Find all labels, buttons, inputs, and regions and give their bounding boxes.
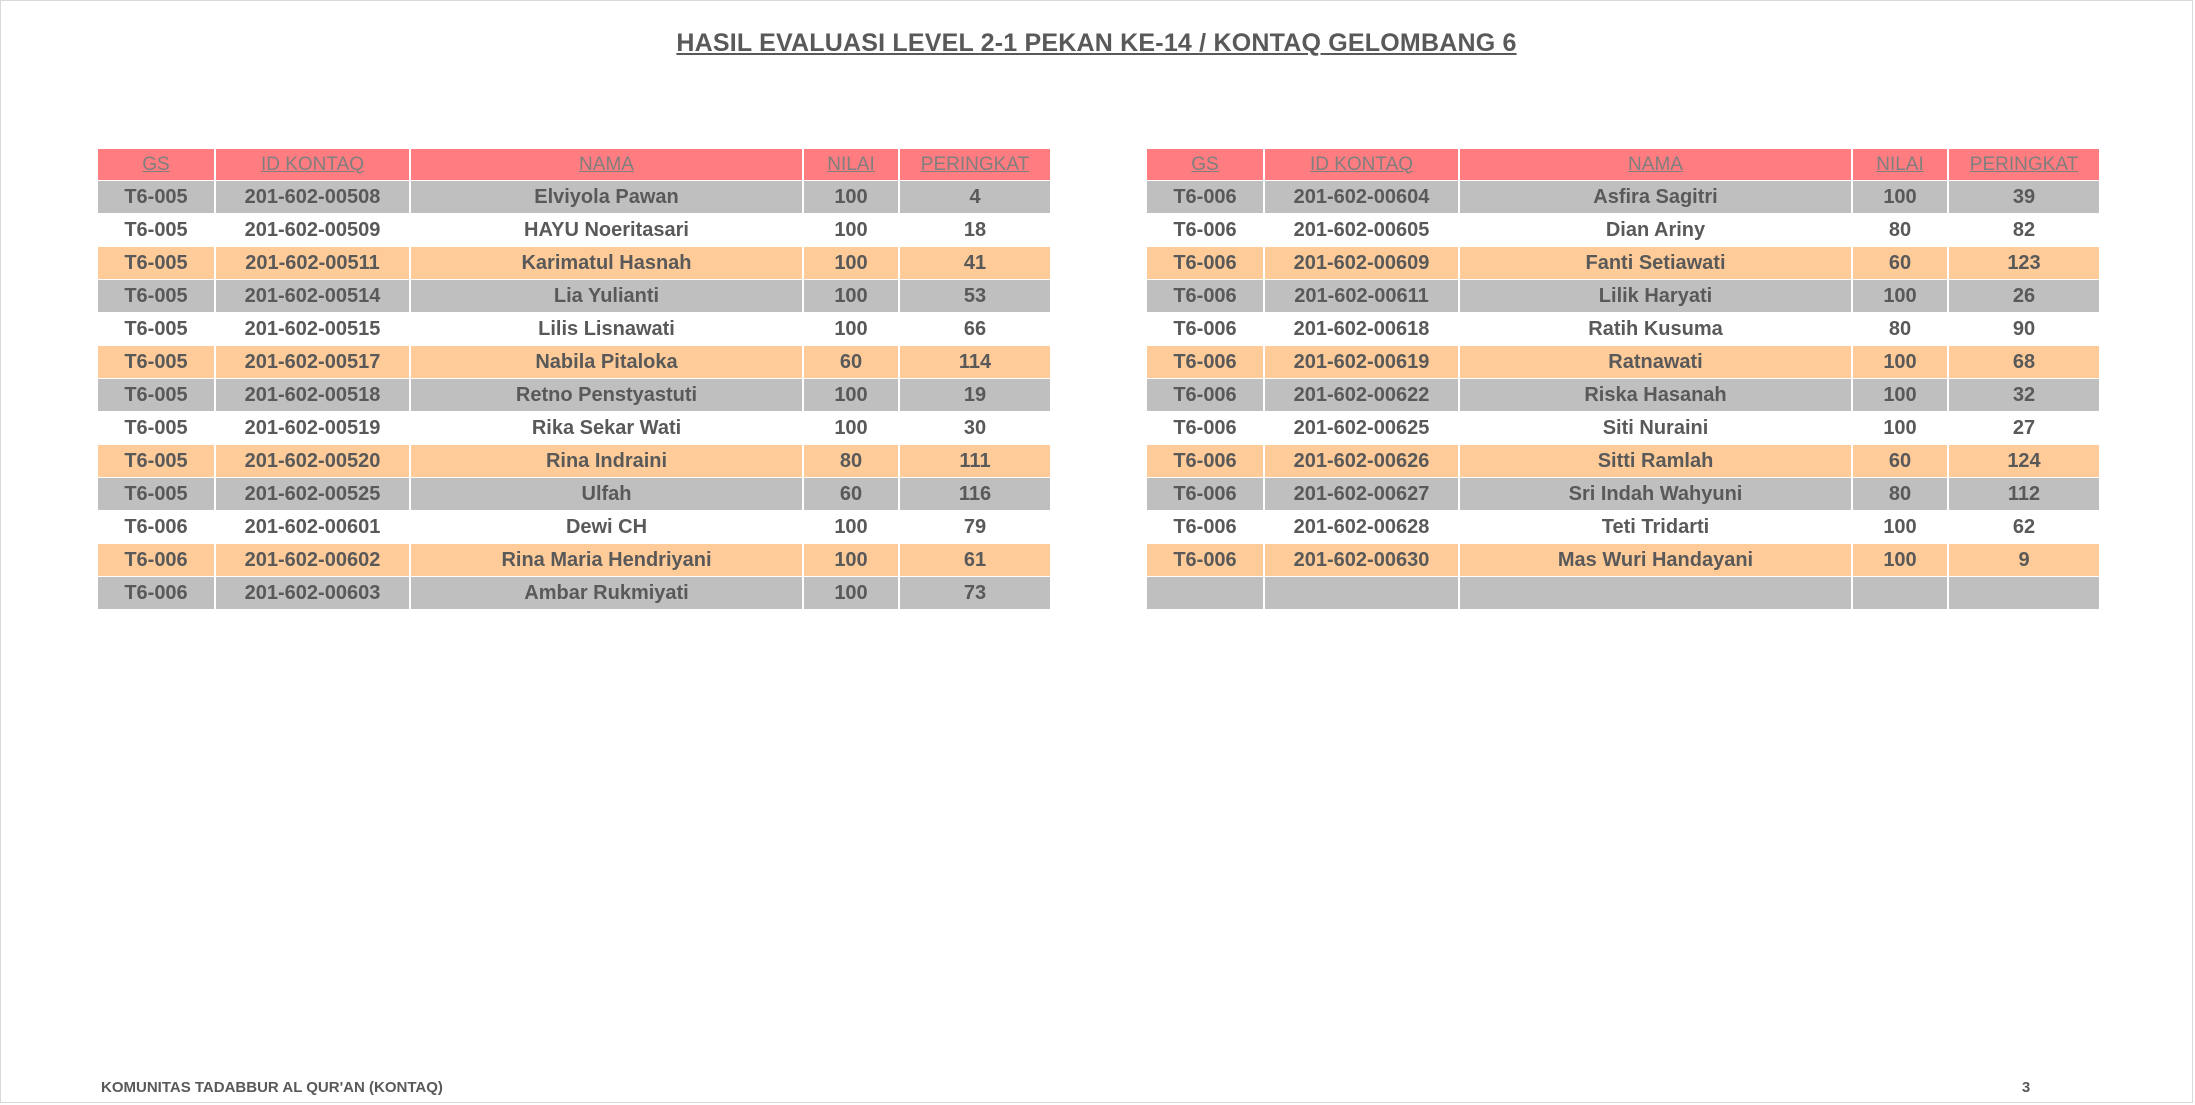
cell-peringkat: 39 xyxy=(1948,181,2099,214)
cell-id-kontaq: 201-602-00618 xyxy=(1264,313,1459,346)
cell-id-kontaq: 201-602-00601 xyxy=(215,511,410,544)
table-row xyxy=(98,247,1050,280)
cell-nama: Rika Sekar Wati xyxy=(410,412,803,445)
column-header-id: ID KONTAQ xyxy=(1264,149,1459,181)
cell-nilai: 60 xyxy=(1852,247,1948,280)
cell-nama: Ratnawati xyxy=(1459,346,1852,379)
cell-peringkat: 9 xyxy=(1948,544,2099,577)
cell-gs: T6-006 xyxy=(1147,379,1264,412)
cell-peringkat: 68 xyxy=(1948,346,2099,379)
column-header-peringkat: PERINGKAT xyxy=(899,149,1050,181)
cell-peringkat: 79 xyxy=(899,511,1050,544)
table-row xyxy=(98,346,1050,379)
cell-id-kontaq: 201-602-00604 xyxy=(1264,181,1459,214)
cell-peringkat: 4 xyxy=(899,181,1050,214)
cell-peringkat: 116 xyxy=(899,478,1050,511)
cell-nama: Mas Wuri Handayani xyxy=(1459,544,1852,577)
cell-gs: T6-006 xyxy=(1147,478,1264,511)
cell-nama xyxy=(1459,577,1852,610)
cell-peringkat: 62 xyxy=(1948,511,2099,544)
cell-nama: Ratih Kusuma xyxy=(1459,313,1852,346)
column-header-nilai: NILAI xyxy=(803,149,899,181)
cell-gs: T6-006 xyxy=(1147,544,1264,577)
cell-gs: T6-005 xyxy=(98,280,215,313)
cell-id-kontaq: 201-602-00520 xyxy=(215,445,410,478)
table-row xyxy=(1147,346,2099,379)
cell-gs: T6-006 xyxy=(1147,313,1264,346)
cell-peringkat: 112 xyxy=(1948,478,2099,511)
cell-id-kontaq: 201-602-00603 xyxy=(215,577,410,610)
table-row xyxy=(98,313,1050,346)
column-header-nama: NAMA xyxy=(410,149,803,181)
cell-nama: Dewi CH xyxy=(410,511,803,544)
cell-nilai: 60 xyxy=(1852,445,1948,478)
cell-nama: Lia Yulianti xyxy=(410,280,803,313)
cell-nilai: 100 xyxy=(1852,181,1948,214)
cell-id-kontaq: 201-602-00525 xyxy=(215,478,410,511)
table-row xyxy=(1147,445,2099,478)
page-title: HASIL EVALUASI LEVEL 2-1 PEKAN KE-14 / KONTAQ GELOMBANG 6 xyxy=(676,29,1517,57)
table-row xyxy=(1147,313,2099,346)
cell-nilai: 100 xyxy=(803,214,899,247)
cell-gs: T6-006 xyxy=(1147,247,1264,280)
cell-gs: T6-006 xyxy=(98,511,215,544)
cell-peringkat: 111 xyxy=(899,445,1050,478)
table-row xyxy=(98,511,1050,544)
table-row xyxy=(1147,379,2099,412)
cell-nilai: 60 xyxy=(803,346,899,379)
cell-id-kontaq: 201-602-00511 xyxy=(215,247,410,280)
cell-peringkat: 26 xyxy=(1948,280,2099,313)
cell-id-kontaq: 201-602-00602 xyxy=(215,544,410,577)
cell-peringkat: 66 xyxy=(899,313,1050,346)
cell-nama: Karimatul Hasnah xyxy=(410,247,803,280)
cell-nama: Lilis Lisnawati xyxy=(410,313,803,346)
cell-nilai: 100 xyxy=(803,511,899,544)
cell-id-kontaq: 201-602-00609 xyxy=(1264,247,1459,280)
cell-nilai: 100 xyxy=(1852,544,1948,577)
cell-nama: Ulfah xyxy=(410,478,803,511)
cell-nama: Lilik Haryati xyxy=(1459,280,1852,313)
table-row xyxy=(98,280,1050,313)
cell-gs: T6-005 xyxy=(98,445,215,478)
cell-peringkat: 82 xyxy=(1948,214,2099,247)
cell-nilai: 100 xyxy=(803,577,899,610)
column-header-peringkat: PERINGKAT xyxy=(1948,149,2099,181)
page-number: 3 xyxy=(2021,1079,2031,1096)
cell-nama: Elviyola Pawan xyxy=(410,181,803,214)
cell-nama: HAYU Noeritasari xyxy=(410,214,803,247)
cell-gs: T6-006 xyxy=(1147,346,1264,379)
cell-nilai: 80 xyxy=(803,445,899,478)
cell-nama: Nabila Pitaloka xyxy=(410,346,803,379)
cell-gs: T6-006 xyxy=(98,544,215,577)
results-table-right xyxy=(1147,149,2099,610)
cell-id-kontaq: 201-602-00628 xyxy=(1264,511,1459,544)
cell-peringkat: 32 xyxy=(1948,379,2099,412)
cell-gs: T6-006 xyxy=(98,577,215,610)
table-row xyxy=(1147,412,2099,445)
table-row xyxy=(1147,511,2099,544)
cell-nama: Siti Nuraini xyxy=(1459,412,1852,445)
cell-gs: T6-005 xyxy=(98,247,215,280)
cell-nilai: 100 xyxy=(803,379,899,412)
table-row xyxy=(98,577,1050,610)
cell-nilai: 100 xyxy=(803,412,899,445)
cell-peringkat: 27 xyxy=(1948,412,2099,445)
cell-id-kontaq: 201-602-00625 xyxy=(1264,412,1459,445)
column-header-nilai: NILAI xyxy=(1852,149,1948,181)
cell-gs: T6-005 xyxy=(98,181,215,214)
table-header-row xyxy=(98,149,1050,181)
table-row xyxy=(1147,280,2099,313)
table-row xyxy=(1147,577,2099,610)
cell-nilai: 100 xyxy=(1852,280,1948,313)
cell-gs: T6-005 xyxy=(98,379,215,412)
cell-peringkat: 18 xyxy=(899,214,1050,247)
cell-gs: T6-006 xyxy=(1147,181,1264,214)
cell-nilai: 80 xyxy=(1852,313,1948,346)
cell-id-kontaq: 201-602-00508 xyxy=(215,181,410,214)
cell-peringkat: 73 xyxy=(899,577,1050,610)
cell-id-kontaq: 201-602-00515 xyxy=(215,313,410,346)
cell-id-kontaq xyxy=(1264,577,1459,610)
cell-id-kontaq: 201-602-00627 xyxy=(1264,478,1459,511)
cell-nama: Rina Indraini xyxy=(410,445,803,478)
cell-nilai: 100 xyxy=(803,544,899,577)
cell-gs: T6-006 xyxy=(1147,445,1264,478)
cell-gs xyxy=(1147,577,1264,610)
cell-gs: T6-005 xyxy=(98,214,215,247)
cell-nilai: 100 xyxy=(803,181,899,214)
table-row xyxy=(1147,181,2099,214)
cell-gs: T6-006 xyxy=(1147,511,1264,544)
table-row xyxy=(1147,478,2099,511)
table-row xyxy=(98,445,1050,478)
cell-peringkat xyxy=(1948,577,2099,610)
table-row xyxy=(98,412,1050,445)
cell-peringkat: 123 xyxy=(1948,247,2099,280)
table-row xyxy=(98,478,1050,511)
cell-gs: T6-005 xyxy=(98,478,215,511)
cell-nilai: 100 xyxy=(803,247,899,280)
cell-peringkat: 114 xyxy=(899,346,1050,379)
cell-nilai: 100 xyxy=(1852,511,1948,544)
table-row xyxy=(98,379,1050,412)
footer-organization: KOMUNITAS TADABBUR AL QUR'AN (KONTAQ) xyxy=(101,1079,443,1096)
cell-id-kontaq: 201-602-00611 xyxy=(1264,280,1459,313)
cell-id-kontaq: 201-602-00518 xyxy=(215,379,410,412)
table-row xyxy=(98,544,1050,577)
table-row xyxy=(1147,544,2099,577)
cell-id-kontaq: 201-602-00509 xyxy=(215,214,410,247)
cell-peringkat: 19 xyxy=(899,379,1050,412)
cell-gs: T6-006 xyxy=(1147,214,1264,247)
cell-id-kontaq: 201-602-00605 xyxy=(1264,214,1459,247)
cell-nama: Fanti Setiawati xyxy=(1459,247,1852,280)
cell-gs: T6-006 xyxy=(1147,412,1264,445)
cell-peringkat: 61 xyxy=(899,544,1050,577)
results-table-left xyxy=(98,149,1050,610)
column-header-nama: NAMA xyxy=(1459,149,1852,181)
cell-nama: Retno Penstyastuti xyxy=(410,379,803,412)
cell-gs: T6-005 xyxy=(98,412,215,445)
cell-nilai: 60 xyxy=(803,478,899,511)
column-header-id: ID KONTAQ xyxy=(215,149,410,181)
cell-id-kontaq: 201-602-00619 xyxy=(1264,346,1459,379)
cell-nama: Teti Tridarti xyxy=(1459,511,1852,544)
table-row xyxy=(98,214,1050,247)
table-header-row xyxy=(1147,149,2099,181)
table-row xyxy=(1147,214,2099,247)
cell-peringkat: 30 xyxy=(899,412,1050,445)
column-header-gs: GS xyxy=(1147,149,1264,181)
cell-nilai: 80 xyxy=(1852,214,1948,247)
column-header-gs: GS xyxy=(98,149,215,181)
cell-id-kontaq: 201-602-00517 xyxy=(215,346,410,379)
cell-nama: Ambar Rukmiyati xyxy=(410,577,803,610)
cell-nama: Riska Hasanah xyxy=(1459,379,1852,412)
cell-nama: Rina Maria Hendriyani xyxy=(410,544,803,577)
cell-nama: Sri Indah Wahyuni xyxy=(1459,478,1852,511)
cell-id-kontaq: 201-602-00630 xyxy=(1264,544,1459,577)
cell-nilai: 100 xyxy=(803,280,899,313)
cell-peringkat: 41 xyxy=(899,247,1050,280)
cell-peringkat: 124 xyxy=(1948,445,2099,478)
cell-nilai: 100 xyxy=(1852,412,1948,445)
cell-nilai: 80 xyxy=(1852,478,1948,511)
cell-nilai: 100 xyxy=(1852,379,1948,412)
cell-nama: Sitti Ramlah xyxy=(1459,445,1852,478)
cell-nama: Dian Ariny xyxy=(1459,214,1852,247)
cell-nama: Asfira Sagitri xyxy=(1459,181,1852,214)
cell-id-kontaq: 201-602-00626 xyxy=(1264,445,1459,478)
cell-gs: T6-006 xyxy=(1147,280,1264,313)
cell-gs: T6-005 xyxy=(98,313,215,346)
table-row xyxy=(98,181,1050,214)
cell-nilai xyxy=(1852,577,1948,610)
cell-peringkat: 53 xyxy=(899,280,1050,313)
cell-nilai: 100 xyxy=(803,313,899,346)
cell-id-kontaq: 201-602-00514 xyxy=(215,280,410,313)
cell-id-kontaq: 201-602-00622 xyxy=(1264,379,1459,412)
cell-nilai: 100 xyxy=(1852,346,1948,379)
cell-gs: T6-005 xyxy=(98,346,215,379)
table-row xyxy=(1147,247,2099,280)
cell-id-kontaq: 201-602-00519 xyxy=(215,412,410,445)
cell-peringkat: 90 xyxy=(1948,313,2099,346)
